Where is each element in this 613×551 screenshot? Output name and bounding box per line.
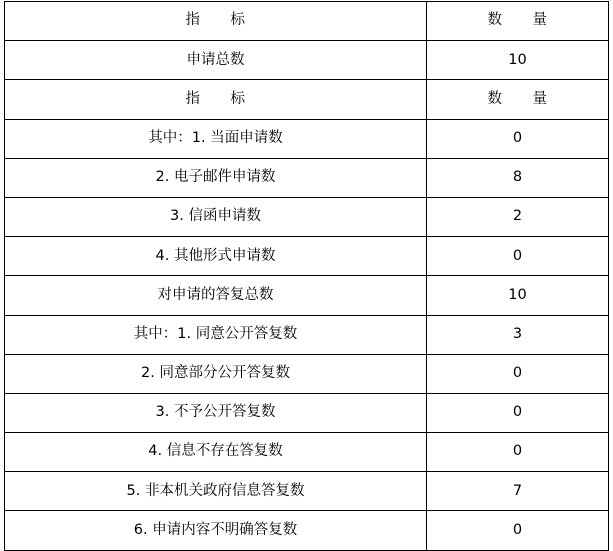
row-label: 指 标 [5,80,427,119]
table-row [5,41,609,80]
row-label: 4. 信息不存在答复数 [5,433,427,472]
row-label: 2. 电子邮件申请数 [5,158,427,197]
table-row [5,197,609,236]
row-value: 8 [427,158,609,197]
table-row [5,315,609,354]
row-label: 3. 信函申请数 [5,197,427,236]
row-value: 0 [427,433,609,472]
table-row [5,511,609,550]
row-value: 0 [427,511,609,550]
row-label: 5. 非本机关政府信息答复数 [5,472,427,511]
table-row [5,80,609,119]
row-label: 其中：1. 当面申请数 [5,119,427,158]
table-row [5,2,609,41]
row-label: 指 标 [5,2,427,41]
row-value: 10 [427,41,609,80]
table-body [5,2,609,551]
row-label: 6. 申请内容不明确答复数 [5,511,427,550]
row-value: 3 [427,315,609,354]
row-value: 10 [427,276,609,315]
row-value: 0 [427,393,609,432]
row-value: 7 [427,472,609,511]
table-row [5,354,609,393]
table-row [5,393,609,432]
row-label: 对申请的答复总数 [5,276,427,315]
row-label: 2. 同意部分公开答复数 [5,354,427,393]
row-value: 0 [427,237,609,276]
table-row [5,472,609,511]
row-value: 2 [427,197,609,236]
row-label: 申请总数 [5,41,427,80]
table-row [5,433,609,472]
row-label: 3. 不予公开答复数 [5,393,427,432]
row-value: 0 [427,354,609,393]
row-label: 4. 其他形式申请数 [5,237,427,276]
table-row [5,119,609,158]
table-row [5,158,609,197]
row-value: 数 量 [427,80,609,119]
table-row [5,237,609,276]
information-disclosure-table [4,1,609,551]
row-value: 数 量 [427,2,609,41]
table-row [5,276,609,315]
row-label: 其中：1. 同意公开答复数 [5,315,427,354]
row-value: 0 [427,119,609,158]
